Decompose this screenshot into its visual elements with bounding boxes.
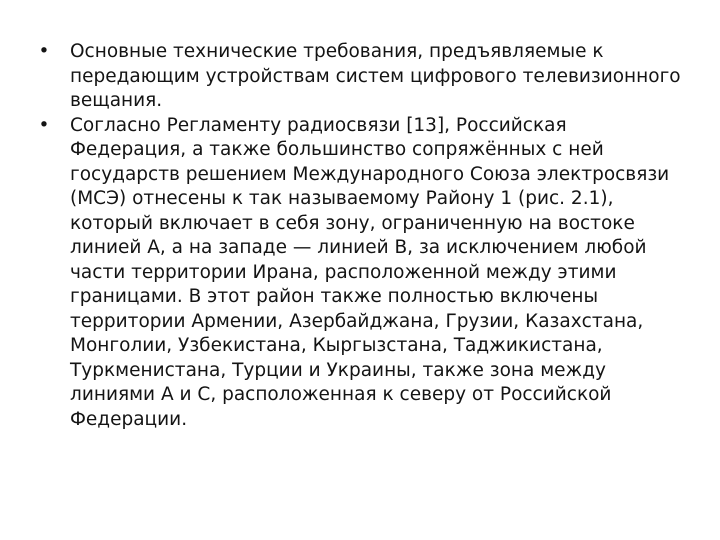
- bullet-marker: •: [38, 114, 50, 136]
- bullet-item-regulations: [36, 114, 686, 433]
- bullet-list: [36, 40, 686, 432]
- bullet-text: Основные технические требования, предъявляемые к передающим устройствам систем цифрового телевизионного вещания.: [70, 41, 681, 111]
- bullet-text: Согласно Регламенту радиосвязи [13], Российская Федерация, а также большинство сопряжённых с ней государств решением Международного Союза электросвязи (МСЭ) отнесены к так называемому Району 1 (рис. 2.1), который включает в себя зону, ограниченную на востоке линией А, а на западе — линией В, за исключением любой части территории Ирана, расположенной между этими границами. В этот район также полностью включены территории Армении, Азербайджана, Грузии, Казахстана, Монголии, Узбекистана, Кыргызстана, Таджикистана, Туркменистана, Турции и Украины, также зона между линиями А и С, расположенная к северу от Российской Федерации.: [70, 114, 670, 430]
- bullet-marker: •: [38, 41, 50, 62]
- bullet-item-requirements: [36, 40, 686, 114]
